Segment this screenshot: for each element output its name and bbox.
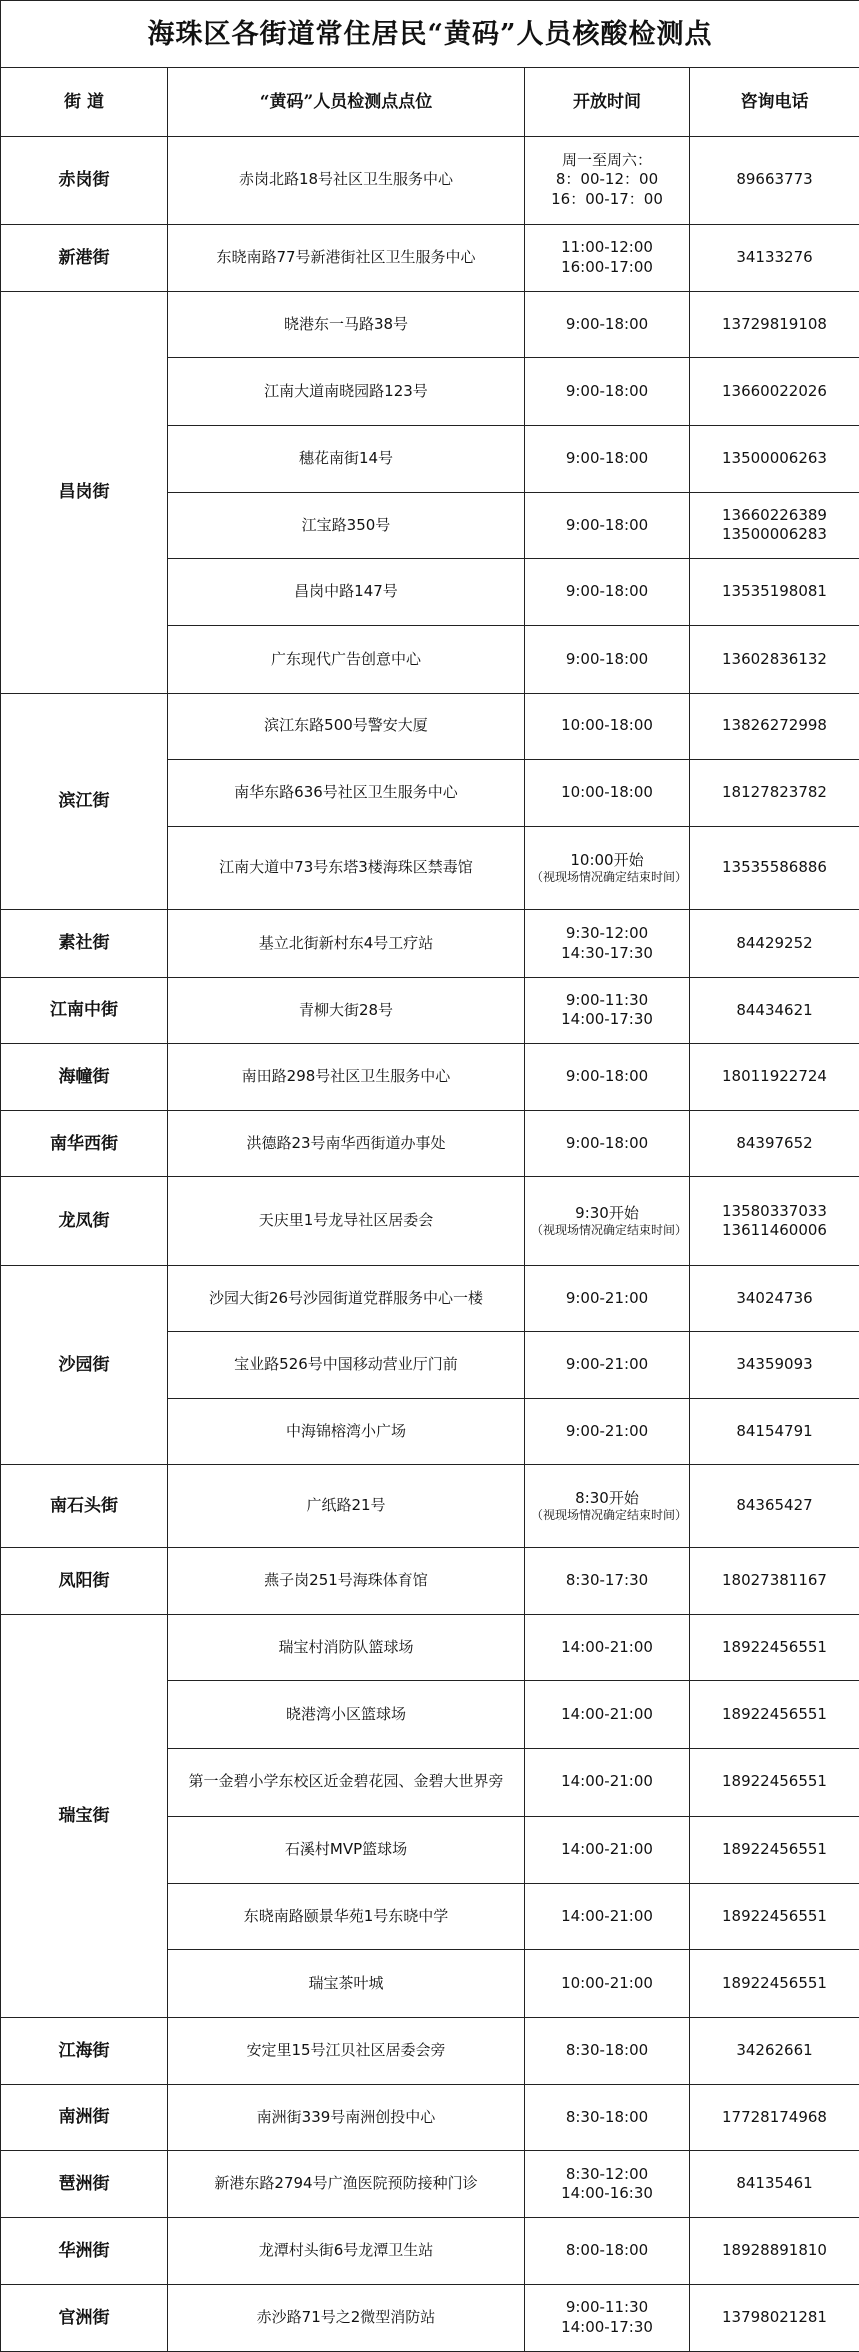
site-address-cell: 南华东路636号社区卫生服务中心 [168, 759, 525, 826]
phone-cell [690, 1681, 859, 1748]
opening-hours-cell [525, 292, 690, 358]
phone-cell [690, 1043, 859, 1110]
table-row [1, 2084, 859, 2150]
opening-hours-line: 8:30-17:30 [565, 1571, 649, 1590]
table-row [1, 1043, 859, 1110]
phone-number: 13500006283 [722, 525, 827, 544]
street-name-cell: 南石头街 [1, 1465, 168, 1547]
opening-hours-cell [525, 425, 690, 492]
site-address-cell: 沙园大街26号沙园街道党群服务中心一楼 [168, 1265, 525, 1331]
opening-hours-line: 14:00-16:30 [561, 2184, 653, 2203]
phone-number: 13729819108 [722, 314, 827, 333]
opening-hours-cell [525, 759, 690, 826]
phone-number: 84365427 [736, 1496, 813, 1515]
street-name-cell: 赤岗街 [1, 136, 168, 224]
phone-cell [690, 1331, 859, 1398]
phone-number: 18922456551 [722, 1637, 827, 1656]
opening-hours-line: 11:00-12:00 [561, 238, 653, 257]
site-address-cell: 第一金碧小学东校区近金碧花园、金碧大世界旁 [168, 1748, 525, 1816]
phone-cell [690, 224, 859, 291]
street-name-cell: 官洲街 [1, 2284, 168, 2351]
opening-hours-cell [525, 1465, 690, 1547]
site-address-cell: 安定里15号江贝社区居委会旁 [168, 2017, 525, 2084]
site-address-cell: 宝业路526号中国移动营业厅门前 [168, 1331, 525, 1398]
site-address-cell: 瑞宝茶叶城 [168, 1950, 525, 2017]
opening-hours-line: 8:30-18:00 [565, 2040, 649, 2059]
opening-hours-note: （视现场情况确定结束时间） [531, 1508, 688, 1523]
site-address-cell: 广东现代广告创意中心 [168, 626, 525, 693]
site-address-cell: 基立北街新村东4号工疗站 [168, 910, 525, 977]
opening-hours-cell [525, 2218, 690, 2284]
opening-hours-line: 9:00-18:00 [565, 381, 649, 400]
site-address-cell: 赤岗北路18号社区卫生服务中心 [168, 136, 525, 224]
opening-hours-line: 8:30开始 [575, 1488, 639, 1507]
opening-hours-cell [525, 2151, 690, 2218]
street-name-cell: 南华西街 [1, 1111, 168, 1177]
opening-hours-line: 9:00-18:00 [565, 582, 649, 601]
title-row [1, 1, 859, 68]
phone-number: 13660022026 [722, 381, 827, 400]
site-address-cell: 江南大道中73号东塔3楼海珠区禁毒馆 [168, 827, 525, 910]
phone-number: 34359093 [736, 1355, 813, 1374]
phone-number: 18027381167 [722, 1571, 827, 1590]
phone-number: 13826272998 [722, 716, 827, 735]
phone-cell [690, 2218, 859, 2284]
phone-cell [690, 425, 859, 492]
header-row [1, 68, 859, 136]
opening-hours-cell [525, 910, 690, 977]
opening-hours-cell [525, 1043, 690, 1110]
opening-hours-cell [525, 626, 690, 693]
opening-hours-line: 10:00-18:00 [561, 783, 653, 802]
site-address-cell: 瑞宝村消防队篮球场 [168, 1615, 525, 1681]
phone-number: 13535586886 [722, 858, 827, 877]
opening-hours-cell [525, 224, 690, 291]
phone-number: 13602836132 [722, 649, 827, 668]
opening-hours-line: 14:00-21:00 [561, 1637, 653, 1656]
opening-hours-line: 14:00-21:00 [561, 1772, 653, 1791]
site-address-cell: 江南大道南晓园路123号 [168, 358, 525, 425]
site-address-cell: 晓港东一马路38号 [168, 292, 525, 358]
phone-number: 84434621 [736, 1000, 813, 1019]
phone-number: 17728174968 [722, 2107, 827, 2126]
street-name-cell: 沙园街 [1, 1265, 168, 1465]
table-row [1, 2151, 859, 2218]
street-name-cell: 新港街 [1, 224, 168, 291]
opening-hours-cell [525, 1265, 690, 1331]
street-name-cell: 琶洲街 [1, 2151, 168, 2218]
site-address-cell: 江宝路350号 [168, 492, 525, 558]
table-row [1, 1465, 859, 1547]
phone-number: 13535198081 [722, 582, 827, 601]
street-name-cell: 龙凤街 [1, 1177, 168, 1265]
opening-hours-cell [525, 1884, 690, 1950]
opening-hours-cell [525, 1399, 690, 1465]
opening-hours-cell [525, 136, 690, 224]
header-hours: 开放时间 [525, 68, 690, 136]
opening-hours-cell [525, 1111, 690, 1177]
opening-hours-line: 9:00-18:00 [565, 515, 649, 534]
phone-number: 34024736 [736, 1288, 813, 1307]
header-phone: 咨询电话 [690, 68, 859, 136]
phone-cell [690, 2084, 859, 2150]
opening-hours-line: 9:00-18:00 [565, 1134, 649, 1153]
phone-number: 34133276 [736, 248, 813, 267]
street-name-cell: 江海街 [1, 2017, 168, 2084]
phone-number: 18011922724 [722, 1067, 827, 1086]
phone-number: 84135461 [736, 2174, 813, 2193]
site-address-cell: 东晓南路77号新港街社区卫生服务中心 [168, 224, 525, 291]
opening-hours-cell [525, 2017, 690, 2084]
table-row [1, 292, 859, 358]
phone-number: 89663773 [736, 170, 813, 189]
street-name-cell: 凤阳街 [1, 1547, 168, 1614]
opening-hours-cell [525, 492, 690, 558]
opening-hours-line: 9:00-21:00 [565, 1288, 649, 1307]
opening-hours-line: 14:00-21:00 [561, 1704, 653, 1723]
header-site: “黄码”人员检测点点位 [168, 68, 525, 136]
phone-cell [690, 1465, 859, 1547]
opening-hours-line: 9:00-11:30 [565, 2298, 649, 2317]
opening-hours-line: 14:00-17:30 [561, 2317, 653, 2336]
opening-hours-line: 14:00-17:30 [561, 1010, 653, 1029]
street-name-cell: 瑞宝街 [1, 1615, 168, 2018]
table-row [1, 1615, 859, 1681]
opening-hours-cell [525, 1748, 690, 1816]
opening-hours-cell [525, 1950, 690, 2017]
opening-hours-cell [525, 1547, 690, 1614]
opening-hours-cell [525, 2284, 690, 2351]
opening-hours-cell [525, 693, 690, 759]
phone-cell [690, 1748, 859, 1816]
opening-hours-cell [525, 559, 690, 626]
phone-cell [690, 759, 859, 826]
table-row [1, 2017, 859, 2084]
opening-hours-cell [525, 977, 690, 1043]
table-row [1, 1111, 859, 1177]
phone-cell [690, 2017, 859, 2084]
site-address-cell: 龙潭村头街6号龙潭卫生站 [168, 2218, 525, 2284]
phone-number: 13580337033 [722, 1201, 827, 1220]
phone-number: 18922456551 [722, 1840, 827, 1859]
opening-hours-line: 10:00-21:00 [561, 1973, 653, 1992]
phone-cell [690, 1399, 859, 1465]
opening-hours-line: 16:00-17:00 [561, 257, 653, 276]
phone-cell [690, 292, 859, 358]
phone-number: 84429252 [736, 933, 813, 952]
opening-hours-line: 9:00-18:00 [565, 649, 649, 668]
opening-hours-line: 10:00开始 [570, 850, 644, 869]
opening-hours-line: 9:00-21:00 [565, 1355, 649, 1374]
phone-cell [690, 1950, 859, 2017]
site-address-cell: 天庆里1号龙导社区居委会 [168, 1177, 525, 1265]
phone-cell [690, 1816, 859, 1883]
site-address-cell: 新港东路2794号广渔医院预防接种门诊 [168, 2151, 525, 2218]
table-row [1, 2284, 859, 2351]
site-address-cell: 南洲街339号南洲创投中心 [168, 2084, 525, 2150]
site-address-cell: 燕子岗251号海珠体育馆 [168, 1547, 525, 1614]
phone-cell [690, 1177, 859, 1265]
street-name-cell: 昌岗街 [1, 292, 168, 694]
opening-hours-line: 14:30-17:30 [561, 943, 653, 962]
phone-cell [690, 136, 859, 224]
opening-hours-line: 16：00-17：00 [551, 189, 663, 208]
opening-hours-line: 9:00-11:30 [565, 990, 649, 1009]
opening-hours-cell [525, 2084, 690, 2150]
opening-hours-line: 8:00-18:00 [565, 2241, 649, 2260]
phone-cell [690, 693, 859, 759]
site-address-cell: 东晓南路颐景华苑1号东晓中学 [168, 1884, 525, 1950]
phone-number: 13611460006 [722, 1221, 827, 1240]
phone-cell [690, 2151, 859, 2218]
phone-number: 34262661 [736, 2040, 813, 2059]
phone-cell [690, 1265, 859, 1331]
table-row [1, 1547, 859, 1614]
site-address-cell: 赤沙路71号之2微型消防站 [168, 2284, 525, 2351]
phone-cell [690, 626, 859, 693]
table-row [1, 693, 859, 759]
site-address-cell: 广纸路21号 [168, 1465, 525, 1547]
phone-number: 18922456551 [722, 1772, 827, 1791]
opening-hours-line: 9:00-18:00 [565, 1067, 649, 1086]
phone-cell [690, 1111, 859, 1177]
opening-hours-cell [525, 1816, 690, 1883]
opening-hours-line: 8:30-12:00 [565, 2164, 649, 2183]
table-row [1, 136, 859, 224]
phone-cell [690, 977, 859, 1043]
phone-number: 18922456551 [722, 1906, 827, 1925]
site-address-cell: 昌岗中路147号 [168, 559, 525, 626]
opening-hours-line: 14:00-21:00 [561, 1840, 653, 1859]
opening-hours-note: （视现场情况确定结束时间） [531, 870, 688, 885]
table-row [1, 2218, 859, 2284]
header-street: 街 道 [1, 68, 168, 136]
site-address-cell: 晓港湾小区篮球场 [168, 1681, 525, 1748]
opening-hours-note: （视现场情况确定结束时间） [531, 1223, 688, 1238]
table-row [1, 910, 859, 977]
opening-hours-cell [525, 358, 690, 425]
opening-hours-cell [525, 827, 690, 910]
street-name-cell: 海幢街 [1, 1043, 168, 1110]
opening-hours-line: 周一至周六： [561, 150, 652, 169]
phone-number: 84154791 [736, 1422, 813, 1441]
phone-cell [690, 559, 859, 626]
phone-number: 18922456551 [722, 1704, 827, 1723]
table-row [1, 1265, 859, 1331]
site-address-cell: 穗花南街14号 [168, 425, 525, 492]
street-name-cell: 江南中街 [1, 977, 168, 1043]
phone-cell [690, 827, 859, 910]
table-row [1, 1177, 859, 1265]
street-name-cell: 滨江街 [1, 693, 168, 910]
phone-number: 18127823782 [722, 783, 827, 802]
opening-hours-line: 9:30-12:00 [565, 924, 649, 943]
phone-number: 18928891810 [722, 2241, 827, 2260]
phone-cell [690, 910, 859, 977]
opening-hours-line: 8：00-12：00 [555, 170, 659, 189]
site-address-cell: 青柳大街28号 [168, 977, 525, 1043]
opening-hours-cell [525, 1615, 690, 1681]
phone-cell [690, 358, 859, 425]
opening-hours-cell [525, 1177, 690, 1265]
phone-cell [690, 1884, 859, 1950]
site-address-cell: 石溪村MVP篮球场 [168, 1816, 525, 1883]
site-address-cell: 滨江东路500号警安大厦 [168, 693, 525, 759]
opening-hours-line: 14:00-21:00 [561, 1906, 653, 1925]
phone-number: 18922456551 [722, 1973, 827, 1992]
site-address-cell: 中海锦榕湾小广场 [168, 1399, 525, 1465]
phone-number: 13660226389 [722, 505, 827, 524]
opening-hours-line: 8:30-18:00 [565, 2107, 649, 2126]
opening-hours-cell [525, 1331, 690, 1398]
phone-cell [690, 1615, 859, 1681]
street-name-cell: 南洲街 [1, 2084, 168, 2150]
opening-hours-line: 10:00-18:00 [561, 716, 653, 735]
street-name-cell: 华洲街 [1, 2218, 168, 2284]
site-address-cell: 洪德路23号南华西街道办事处 [168, 1111, 525, 1177]
opening-hours-line: 9:00-18:00 [565, 314, 649, 333]
phone-cell [690, 492, 859, 558]
opening-hours-line: 9:30开始 [575, 1203, 639, 1222]
phone-number: 13798021281 [722, 2308, 827, 2327]
phone-number: 84397652 [736, 1134, 813, 1153]
opening-hours-cell [525, 1681, 690, 1748]
opening-hours-line: 9:00-21:00 [565, 1422, 649, 1441]
phone-cell [690, 1547, 859, 1614]
page-title: 海珠区各街道常住居民“黄码”人员核酸检测点 [1, 1, 859, 68]
phone-cell [690, 2284, 859, 2351]
street-name-cell: 素社街 [1, 910, 168, 977]
table-row [1, 977, 859, 1043]
phone-number: 13500006263 [722, 448, 827, 467]
table-row [1, 224, 859, 291]
opening-hours-line: 9:00-18:00 [565, 448, 649, 467]
site-address-cell: 南田路298号社区卫生服务中心 [168, 1043, 525, 1110]
